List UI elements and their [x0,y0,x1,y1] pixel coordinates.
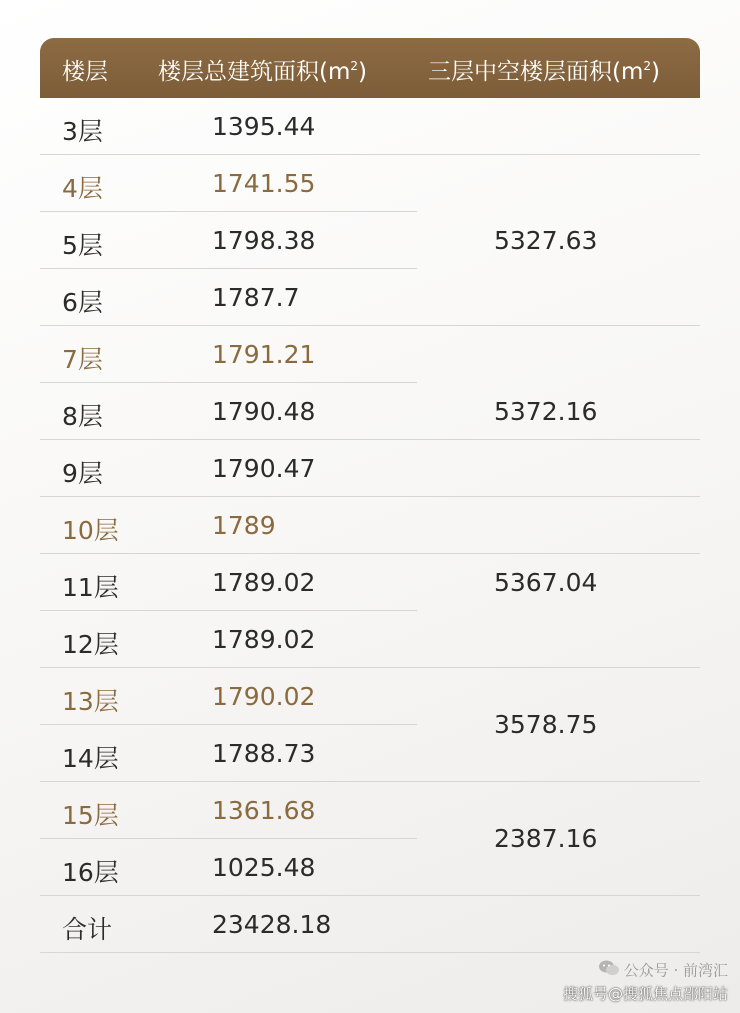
table-row [40,668,700,725]
table-row [40,782,700,839]
atrium-area-cell: 3578.75 [494,710,598,739]
atrium-area-cell: 5327.63 [494,226,598,255]
header-total-area-close: ) [358,59,368,85]
header-total-area-sup: 2 [350,59,359,73]
group-divider [417,154,700,155]
area-cell: 1787.7 [212,283,300,312]
area-cell: 1790.47 [212,454,316,483]
group-divider [417,553,700,554]
table-body [40,98,700,953]
floor-cell: 15层 [62,801,119,830]
atrium-area-cell: 2387.16 [494,824,598,853]
account-name: 公众号 · 前湾汇 [623,961,728,980]
floor-cell: 11层 [62,573,119,602]
header-total-area [158,53,367,86]
floor-cell: 8层 [62,402,103,431]
header-atrium-area-close: ) [651,59,661,85]
wechat-icon [598,959,620,983]
table-row [40,269,700,326]
area-cell: 1790.48 [212,397,316,426]
area-cell: 1790.02 [212,682,316,711]
table-row [40,212,700,269]
header-atrium-area-label: 三层中空楼层面积(m [428,59,644,85]
table-row [40,326,700,383]
total-label-cell: 合计 [62,915,113,944]
floor-cell: 9层 [62,459,103,488]
floor-cell: 5层 [62,231,103,260]
area-cell: 1395.44 [212,112,316,141]
floor-cell: 3层 [62,117,103,146]
source-watermark: 搜狐号@搜狐焦点邵阳站 [562,985,728,1003]
table-row [40,440,700,497]
area-cell: 1788.73 [212,739,316,768]
table-row [40,383,700,440]
table-row [40,98,700,155]
table-row [40,554,700,611]
table-row [40,725,700,782]
floor-cell: 4层 [62,174,103,203]
header-total-area-label: 楼层总建筑面积(m [158,59,351,85]
floor-cell: 16层 [62,858,119,887]
floor-cell: 13层 [62,687,119,716]
floor-area-table [40,38,700,953]
area-cell: 1789 [212,511,276,540]
floor-cell: 7层 [62,345,103,374]
atrium-area-cell: 5367.04 [494,568,598,597]
footer-watermark [563,959,728,1005]
header-floor: 楼层 [62,59,108,85]
table-header [40,38,700,98]
area-cell: 1791.21 [212,340,316,369]
area-cell: 1361.68 [212,796,316,825]
area-cell: 1798.38 [212,226,316,255]
area-cell: 1789.02 [212,625,316,654]
total-area-cell: 23428.18 [212,910,332,939]
table-row-total [40,896,700,953]
group-divider [417,439,700,440]
floor-cell: 6层 [62,288,103,317]
floor-cell: 10层 [62,516,119,545]
header-atrium-area-sup: 2 [643,59,652,73]
area-cell: 1789.02 [212,568,316,597]
table-row [40,839,700,896]
table-row [40,155,700,212]
area-cell: 1025.48 [212,853,316,882]
floor-cell: 14层 [62,744,119,773]
floor-cell: 12层 [62,630,119,659]
header-atrium-area [428,53,660,86]
table-row [40,497,700,554]
area-cell: 1741.55 [212,169,316,198]
table-row [40,611,700,668]
account-line [563,959,728,983]
atrium-area-cell: 5372.16 [494,397,598,426]
